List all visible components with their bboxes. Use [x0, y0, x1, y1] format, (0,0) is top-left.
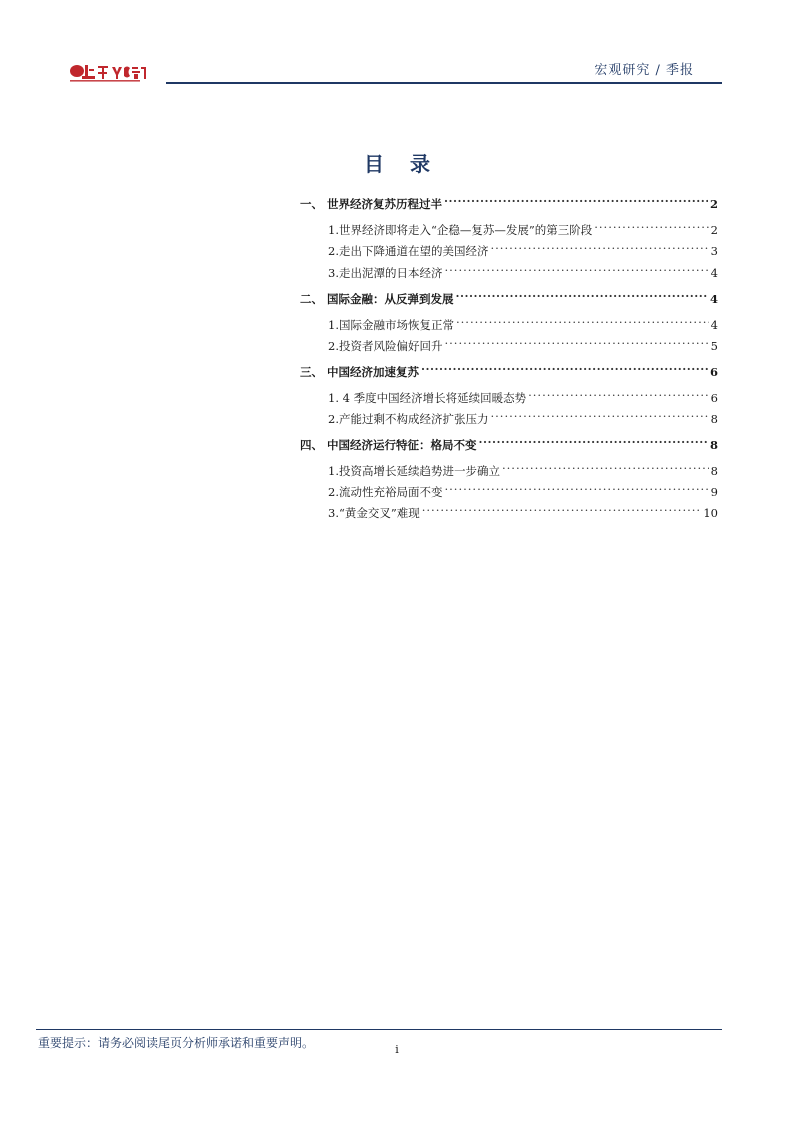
toc-leader-dots: [528, 382, 709, 402]
toc-entry-chapter-1[interactable]: [300, 188, 718, 211]
toc-entry-page: 3: [710, 244, 718, 258]
toc-entry-label: 3.走出泥潭的日本经济: [328, 266, 443, 280]
toc-entry-label: 三、 中国经济加速复苏: [300, 365, 420, 379]
toc-entry-chapter-3[interactable]: [300, 356, 718, 379]
header-divider: [166, 82, 722, 84]
toc-entry-label: 2.投资者风险偏好回升: [328, 339, 443, 353]
toc-entry-1-3[interactable]: [328, 257, 718, 280]
toc-entry-chapter-2[interactable]: [300, 283, 718, 306]
toc-entry-label: 一、 世界经济复苏历程过半: [300, 197, 443, 211]
toc-entry-page: 8: [710, 464, 718, 478]
toc-entry-label: 1. 4 季度中国经济增长将延续回暖态势: [328, 391, 527, 405]
toc-entry-chapter-4[interactable]: [300, 429, 718, 452]
toc-entry-2-1[interactable]: [328, 309, 718, 332]
toc-leader-dots: [444, 330, 708, 350]
toc-entry-label: 2.流动性充裕局面不变: [328, 485, 443, 499]
toc-entry-3-2[interactable]: [328, 403, 718, 426]
toc-entry-page: 8: [710, 412, 718, 426]
toc-entry-label: 1.投资高增长延续趋势进一步确立: [328, 464, 500, 478]
toc-leader-dots: [502, 455, 709, 475]
toc-leader-dots: [422, 497, 702, 517]
toc-entry-page: 4: [710, 266, 718, 280]
toc-entry-page: 2: [710, 223, 718, 237]
toc-entry-label: 二、 国际金融：从反弹到发展: [300, 292, 454, 306]
toc-leader-dots: [444, 476, 708, 496]
toc-leader-dots: [421, 356, 708, 376]
toc-entry-page: 2: [709, 197, 718, 211]
toc-entry-4-2[interactable]: [328, 476, 718, 499]
page-number: i: [395, 1043, 399, 1056]
toc-leader-dots: [444, 188, 708, 208]
footer-divider: [36, 1029, 722, 1030]
report-category-label: 宏观研究 / 季报: [594, 63, 694, 78]
toc-entry-page: 9: [710, 485, 718, 499]
toc-entry-label: 2.产能过剩不构成经济扩张压力: [328, 412, 489, 426]
toc-leader-dots: [490, 235, 708, 255]
toc-entry-label: 1.国际金融市场恢复正常: [328, 318, 454, 332]
toc-entry-label: 1.世界经济即将走入“企稳—复苏—发展”的第三阶段: [328, 223, 593, 237]
toc-entry-1-2[interactable]: [328, 235, 718, 258]
company-logo: [68, 60, 148, 84]
toc-entry-page: 6: [709, 365, 718, 379]
toc-entry-2-2[interactable]: [328, 330, 718, 353]
toc-entry-3-1[interactable]: [328, 382, 718, 405]
toc-entry-page: 4: [709, 292, 718, 306]
toc-entry-label: 3.“黄金交叉”难现: [328, 506, 420, 520]
toc-entry-1-1[interactable]: [328, 214, 718, 237]
toc-leader-dots: [456, 283, 708, 303]
toc-entry-4-3[interactable]: [328, 497, 718, 520]
toc-entry-page: 10: [703, 506, 718, 520]
toc-entry-label: 2.走出下降通道在望的美国经济: [328, 244, 489, 258]
toc-entry-page: 4: [710, 318, 718, 332]
toc-leader-dots: [479, 429, 708, 449]
disclaimer-notice: 重要提示：请务必阅读尾页分析师承诺和重要声明。: [38, 1036, 315, 1050]
toc-entry-label: 四、 中国经济运行特征：格局不变: [300, 438, 477, 452]
toc-entry-page: 5: [710, 339, 718, 353]
toc-entry-page: 6: [710, 391, 718, 405]
toc-leader-dots: [444, 257, 708, 277]
toc-title: 目录: [364, 152, 456, 176]
toc-leader-dots: [490, 403, 708, 423]
toc-entry-4-1[interactable]: [328, 455, 718, 478]
toc-leader-dots: [594, 214, 708, 234]
toc-entry-page: 8: [709, 438, 718, 452]
toc-leader-dots: [456, 309, 709, 329]
